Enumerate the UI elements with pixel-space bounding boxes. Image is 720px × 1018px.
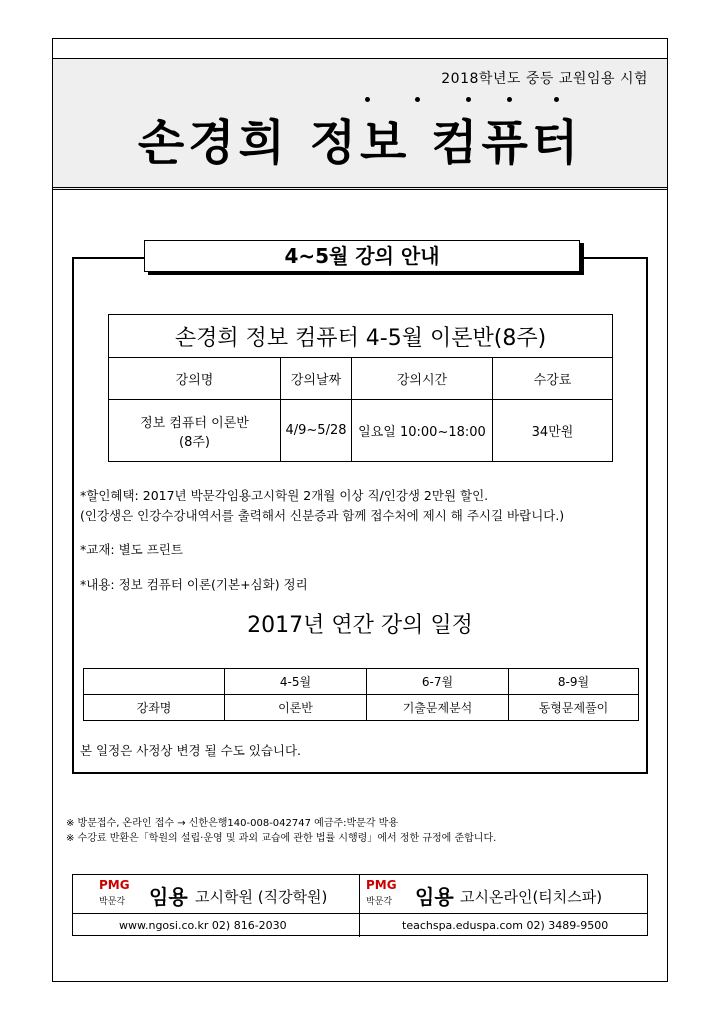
- pmg-logo: PMG: [366, 878, 397, 892]
- logo-subtext: 박문각: [366, 897, 393, 907]
- period-header: 6-7월: [367, 669, 509, 695]
- column-header: 강의날짜: [281, 358, 352, 400]
- content-note: *내용: 정보 컴퓨터 이론(기본+심화) 정리: [80, 577, 308, 592]
- course-time: 일요일 10:00~18:00: [352, 400, 493, 462]
- brand-subtitle: 고시학원 (직강학원): [195, 888, 328, 906]
- empty-cell: [84, 669, 225, 695]
- annual-schedule-title: 2017년 연간 강의 일정: [247, 613, 473, 638]
- column-header: 강의시간: [352, 358, 493, 400]
- discount-subnote: (인강생은 인강수강내역서를 출력해서 신분증과 함께 접수처에 제시 해 주시길 바랍니다.): [80, 508, 565, 523]
- discount-note: *할인혜택: 2017년 박문각임용고시학원 2개월 이상 직/인강생 2만원 할인.: [80, 488, 489, 503]
- annual-schedule-table: [83, 668, 639, 721]
- course-cell: 동형문제풀이: [509, 695, 639, 721]
- section-tab: 4~5월 강의 안내: [144, 240, 580, 272]
- course-name: 정보 컴퓨터 이론반: [140, 415, 249, 431]
- payment-note: ※ 방문접수, 온라인 접수 → 신한은행140-008-042747 예금주:박문각 박용: [66, 818, 398, 829]
- footer-left: [73, 875, 360, 937]
- column-header: 강의명: [109, 358, 281, 400]
- divider: [360, 913, 647, 914]
- emphasis-dot: [554, 97, 559, 102]
- contact-info: www.ngosi.co.kr 02) 816-2030: [119, 919, 287, 932]
- row-label: 강좌명: [84, 695, 225, 721]
- course-duration: (8주): [179, 434, 210, 450]
- logo-subtext: 박문각: [99, 897, 126, 907]
- emphasis-dot: [415, 97, 420, 102]
- course-date: 4/9~5/28: [281, 400, 352, 462]
- course-table-title: 손경희 정보 컴퓨터 4-5월 이론반(8주): [109, 315, 613, 358]
- emphasis-dot: [507, 97, 512, 102]
- footer-right: [360, 875, 647, 937]
- pmg-logo: PMG: [99, 878, 130, 892]
- course-cell: 기출문제분석: [367, 695, 509, 721]
- divider: [73, 913, 360, 914]
- footer-box: [72, 874, 648, 936]
- period-header: 4-5월: [225, 669, 367, 695]
- emphasis-dot: [466, 97, 471, 102]
- textbook-note: *교재: 별도 프린트: [80, 542, 183, 557]
- brand-subtitle: 고시온라인(티치스파): [460, 888, 603, 906]
- page-title: 손경희 정보 컴퓨터: [137, 115, 583, 171]
- brand-name: 임용: [149, 885, 188, 909]
- brand-name: 임용: [415, 885, 454, 909]
- column-header: 수강료: [493, 358, 613, 400]
- course-cell: 이론반: [225, 695, 367, 721]
- schedule-notice: 본 일정은 사정상 변경 될 수도 있습니다.: [80, 743, 302, 758]
- course-table: [108, 314, 613, 462]
- course-name-cell: [109, 400, 281, 462]
- refund-note: ※ 수강료 반환은「학원의 설립·운영 및 과외 교습에 관한 법률 시행령」에서 정한 규정에 준합니다.: [66, 833, 497, 844]
- contact-info: teachspa.eduspa.com 02) 3489-9500: [402, 919, 609, 932]
- exam-subtitle: 2018학년도 중등 교원임용 시험: [441, 71, 648, 87]
- emphasis-dot: [365, 97, 370, 102]
- course-fee: 34만원: [493, 400, 613, 462]
- period-header: 8-9월: [509, 669, 639, 695]
